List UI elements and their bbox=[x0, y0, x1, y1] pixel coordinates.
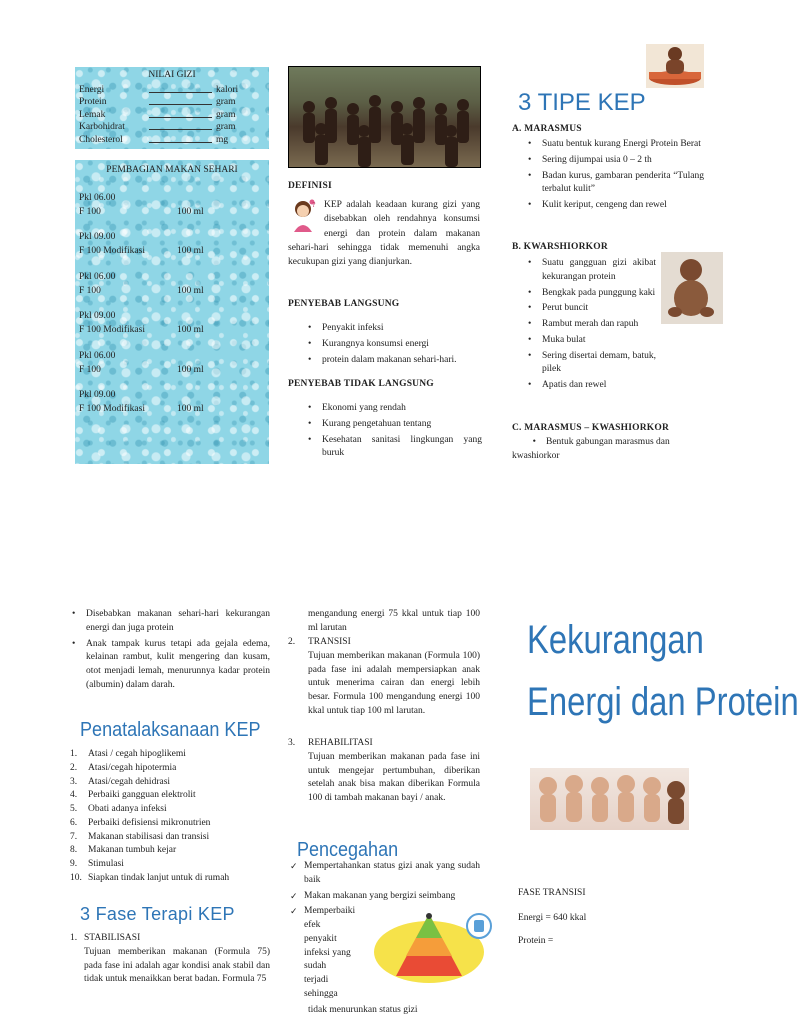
list-item bbox=[70, 803, 275, 817]
item-number: 7. bbox=[70, 831, 78, 842]
fase-transisi-item: 2. TRANSISI Tujuan memberikan makanan (Formula 100) pada fase ini adalah mempersiapkan anak untuk menerima cairan dan energi lebih besar. Formula 100 mengandung energi 100 kkal untuk tiap 100 ml larutan. bbox=[288, 636, 480, 719]
list-item: • Anak tampak kurus tetapi ada gejala edema, kelainan rambut, kulit mengering dan kusam, otot menjadi lemah, menurunnya kadar protein (albumin) dalam darah. bbox=[70, 638, 270, 693]
list-item: • Perut buncit bbox=[526, 302, 656, 316]
list-item: • protein dalam makanan sehari-hari. bbox=[306, 354, 482, 368]
checklist-item: ✓ Makan makanan yang bergizi seimbang bbox=[288, 890, 480, 904]
meal-row bbox=[79, 206, 265, 220]
meal-row bbox=[79, 245, 265, 259]
rehabilitasi-label: REHABILITASI bbox=[308, 738, 373, 748]
item-number: 8. bbox=[70, 845, 78, 856]
meal-schedule-item bbox=[79, 350, 265, 378]
meal-time: Pkl 09.00 bbox=[79, 311, 116, 322]
fase-rehabilitasi-item: 3. REHABILITASI Tujuan memberikan makanan pada fase ini untuk mengejar pertumbuhan, diberikan setelah anak bisa makan diberikan Formula 100 di tambah makanan bayi / anak. bbox=[288, 737, 480, 806]
meal-row bbox=[79, 285, 265, 299]
meal-amount: 100 ml bbox=[177, 246, 204, 257]
item-number: 6. bbox=[70, 817, 78, 828]
pembagian-box bbox=[75, 160, 269, 464]
meal-row bbox=[79, 403, 265, 417]
checklist-item: ✓ Memperbaiki efek penyakit infeksi yang sudah terjadi sehingga bbox=[288, 905, 352, 1001]
blank-line bbox=[149, 109, 212, 118]
meal-amount: 100 ml bbox=[177, 364, 204, 375]
children-photo-figures bbox=[289, 67, 482, 169]
penatalaksanaan-title: Penatalaksanaan KEP bbox=[80, 718, 261, 741]
fase-transisi-protein: Protein = bbox=[518, 936, 554, 946]
item-text: Siapkan tindak lanjut untuk di rumah bbox=[88, 872, 230, 883]
list-item: • Suatu bentuk kurang Energi Protein Berat bbox=[526, 138, 704, 152]
item-number: 1. bbox=[70, 749, 78, 759]
meal-amount: 100 ml bbox=[177, 404, 204, 415]
baby-figure bbox=[661, 252, 723, 324]
nilai-gizi-row bbox=[79, 109, 265, 122]
item-text: Obati adanya infeksi bbox=[88, 804, 167, 815]
lanjutan-list bbox=[70, 608, 270, 695]
list-item bbox=[70, 844, 275, 858]
nutrient-unit: gram bbox=[216, 97, 236, 108]
nutrient-label: Energi bbox=[79, 84, 105, 95]
blank-line bbox=[149, 134, 212, 143]
fase-stabilisasi: 1. STABILISASI Tujuan memberikan makanan (Formula 75) pada fase ini adalah agar kondisi anak stabil dan tidak untuk menaikkan berat badan. Formula 75 bbox=[70, 932, 270, 987]
list-item bbox=[70, 789, 275, 803]
list-item: • Rambut merah dan rapuh bbox=[526, 318, 656, 332]
meal-time: Pkl 06.00 bbox=[79, 350, 116, 361]
transisi-text: Tujuan memberikan makanan (Formula 100) pada fase ini adalah mempersiapkan anak untuk menerima cairan dan energi lebih besar. Formula 100 mengandung energi 100 kkal untuk tiap 100 ml larutan. bbox=[308, 650, 480, 716]
item-text: Stimulasi bbox=[88, 859, 124, 870]
penyebab-langsung-heading: PENYEBAB LANGSUNG bbox=[288, 299, 400, 309]
transisi-label: TRANSISI bbox=[308, 637, 351, 647]
item-number: 3. bbox=[70, 776, 78, 787]
definisi-text bbox=[288, 198, 480, 269]
nilai-gizi-row bbox=[79, 96, 265, 109]
pencegahan-title: Pencegahan bbox=[297, 839, 399, 861]
item-text: Makanan tumbuh kejar bbox=[88, 845, 177, 856]
food-pyramid-icon bbox=[374, 908, 494, 984]
meal-amount: 100 ml bbox=[177, 285, 204, 296]
meal-schedule-item bbox=[79, 192, 265, 220]
meal-schedule-item bbox=[79, 271, 265, 299]
meal-formula: F 100 bbox=[79, 364, 101, 375]
list-item bbox=[70, 748, 275, 762]
stabilisasi-cont: mengandung energi 75 kkal untuk tiap 100 ml larutan bbox=[308, 609, 480, 633]
item-number: 2. bbox=[70, 762, 78, 773]
fase-transisi-heading: FASE TRANSISI bbox=[518, 888, 586, 898]
list-item: • Disebabkan makanan sehari-hari kekurangan energi dan juga protein bbox=[70, 608, 270, 636]
checklist-item: ✓ Mempertahankan status gizi anak yang sudah baik bbox=[288, 860, 480, 888]
cover-title-line2: Energi dan Protein bbox=[527, 680, 799, 724]
item-text: Makanan stabilisasi dan transisi bbox=[88, 831, 210, 842]
item-text: Atasi/cegah dehidrasi bbox=[88, 776, 171, 787]
list-item bbox=[70, 858, 275, 872]
nutrient-label: Protein bbox=[79, 97, 107, 108]
meal-time: Pkl 09.00 bbox=[79, 232, 116, 243]
cover-title-line1: Kekurangan bbox=[527, 618, 704, 662]
nutrient-unit: kalori bbox=[216, 84, 239, 95]
list-item: • Sering dijumpai usia 0 – 2 th bbox=[526, 154, 704, 168]
pencegahan-tail: tidak menurunkan status gizi bbox=[308, 1004, 418, 1015]
definisi-heading: DEFINISI bbox=[288, 181, 332, 191]
pembagian-title: PEMBAGIAN MAKAN SEHARI bbox=[106, 165, 238, 175]
marasmus-heading: A. MARASMUS bbox=[512, 124, 582, 134]
children-photo bbox=[288, 66, 481, 168]
meal-time: Pkl 09.00 bbox=[79, 390, 116, 401]
nilai-gizi-title: NILAI GIZI bbox=[148, 70, 196, 80]
stabilisasi-text: Tujuan memberikan makanan (Formula 75) pada fase ini adalah agar kondisi anak stabil dan tidak untuk menaikkan berat badan. Formula 75 bbox=[84, 946, 270, 985]
list-item bbox=[70, 831, 275, 845]
item-text: Perbaiki gangguan elektrolit bbox=[88, 790, 196, 801]
nilai-gizi-box bbox=[75, 67, 269, 149]
marasmus-list bbox=[526, 138, 704, 215]
list-item: • Kulit keriput, cengeng dan rewel bbox=[526, 199, 704, 213]
item-number: 10. bbox=[70, 872, 82, 883]
list-item: • Muka bulat bbox=[526, 334, 656, 348]
penatalaksanaan-list bbox=[70, 748, 275, 886]
nilai-gizi-row bbox=[79, 84, 265, 97]
nutrient-label: Cholesterol bbox=[79, 134, 123, 145]
penyebab-tidak-langsung-heading: PENYEBAB TIDAK LANGSUNG bbox=[288, 379, 434, 389]
meal-formula: F 100 Modifikasi bbox=[79, 325, 145, 336]
penyebab-langsung-list bbox=[306, 322, 482, 369]
list-item: • Kurangnya konsumsi energi bbox=[306, 338, 482, 352]
fase-transisi-energi: Energi = 640 kkal bbox=[518, 913, 587, 923]
tipe-kep-title: 3 TIPE KEP bbox=[518, 89, 646, 116]
nutrient-unit: gram bbox=[216, 109, 236, 120]
nilai-gizi-row bbox=[79, 134, 265, 147]
nutrient-unit: mg bbox=[216, 134, 229, 145]
list-item: • Bengkak pada punggung kaki bbox=[526, 287, 656, 301]
stabilisasi-label: STABILISASI bbox=[84, 933, 141, 943]
meal-row bbox=[79, 364, 265, 378]
nilai-gizi-rows bbox=[79, 84, 265, 147]
pembagian-list bbox=[79, 192, 265, 417]
item-number: 5. bbox=[70, 804, 78, 815]
kwarshiorkor-list bbox=[526, 257, 656, 395]
list-item: • Kurang pengetahuan tentang bbox=[306, 418, 482, 432]
meal-amount: 100 ml bbox=[177, 325, 204, 336]
list-item: • Ekonomi yang rendah bbox=[306, 402, 482, 416]
baby-photo bbox=[661, 252, 723, 324]
svg-text:?: ? bbox=[312, 201, 316, 209]
item-text: Perbaiki defisiensi mikronutrien bbox=[88, 817, 211, 828]
rehabilitasi-text: Tujuan memberikan makanan pada fase ini untuk mengejar pertumbuhan, diberikan setelah anak bisa makan diberikan Formula 100 di tambah makanan bayi / anak. bbox=[308, 751, 480, 804]
meal-amount: 100 ml bbox=[177, 206, 204, 217]
meal-formula: F 100 Modifikasi bbox=[79, 246, 145, 257]
blank-line bbox=[149, 121, 212, 130]
meal-schedule-item bbox=[79, 231, 265, 259]
bullet: • bbox=[532, 437, 536, 447]
nutrient-label: Karbohidrat bbox=[79, 122, 125, 133]
meal-formula: F 100 bbox=[79, 285, 101, 296]
item-text: Atasi / cegah hipoglikemi bbox=[88, 749, 186, 759]
list-item: • Kesehatan sanitasi lingkungan yang buruk bbox=[306, 434, 482, 462]
list-item bbox=[70, 817, 275, 831]
child-bowl-photo bbox=[646, 44, 704, 88]
meal-time: Pkl 06.00 bbox=[79, 192, 116, 203]
definisi-paragraph: KEP adalah keadaan kurang gizi yang disebabkan oleh rendahnya konsumsi energi dan protein dalam makanan sehari-hari sehingga tidak memenuhi angka kecukupan gizi yang dianjurkan. bbox=[288, 200, 480, 267]
marasmus-kwashiorkor-heading: C. MARASMUS – KWASHIORKOR bbox=[512, 423, 670, 433]
blank-line bbox=[149, 96, 212, 105]
meal-formula: F 100 bbox=[79, 206, 101, 217]
list-item bbox=[70, 872, 275, 886]
nilai-gizi-row bbox=[79, 121, 265, 134]
fase-terapi-title: 3 Fase Terapi KEP bbox=[80, 904, 235, 924]
item-text: Atasi/cegah hipotermia bbox=[88, 762, 177, 773]
meal-row bbox=[79, 324, 265, 338]
list-item: • Suatu gangguan gizi akibat kekurangan protein bbox=[526, 257, 656, 285]
meal-schedule-item bbox=[79, 389, 265, 417]
list-item bbox=[70, 776, 275, 790]
meal-formula: F 100 Modifikasi bbox=[79, 404, 145, 415]
nutrient-label: Lemak bbox=[79, 109, 106, 120]
child-bowl-figure bbox=[646, 44, 704, 88]
list-item: • Sering disertai demam, batuk, pilek bbox=[526, 350, 656, 378]
meal-schedule-item bbox=[79, 310, 265, 338]
meal-time: Pkl 06.00 bbox=[79, 271, 116, 282]
babies-photo bbox=[530, 768, 689, 830]
item-number: 4. bbox=[70, 790, 78, 801]
babies-figures bbox=[530, 768, 689, 830]
list-item: • Penyakit infeksi bbox=[306, 322, 482, 336]
penyebab-tidak-langsung-list bbox=[306, 402, 482, 463]
nutrient-unit: gram bbox=[216, 122, 236, 133]
kwarshiorkor-heading: B. KWARSHIORKOR bbox=[512, 242, 608, 252]
list-item: • Apatis dan rewel bbox=[526, 379, 656, 393]
list-item: • Badan kurus, gambaran penderita “Tulang terbalut kulit” bbox=[526, 170, 704, 198]
item-number: 9. bbox=[70, 859, 78, 870]
list-item bbox=[70, 762, 275, 776]
marasmus-kwashiorkor-text: • Bentuk gabungan marasmus dan kwashiorkor bbox=[512, 437, 670, 461]
blank-line bbox=[149, 84, 212, 93]
